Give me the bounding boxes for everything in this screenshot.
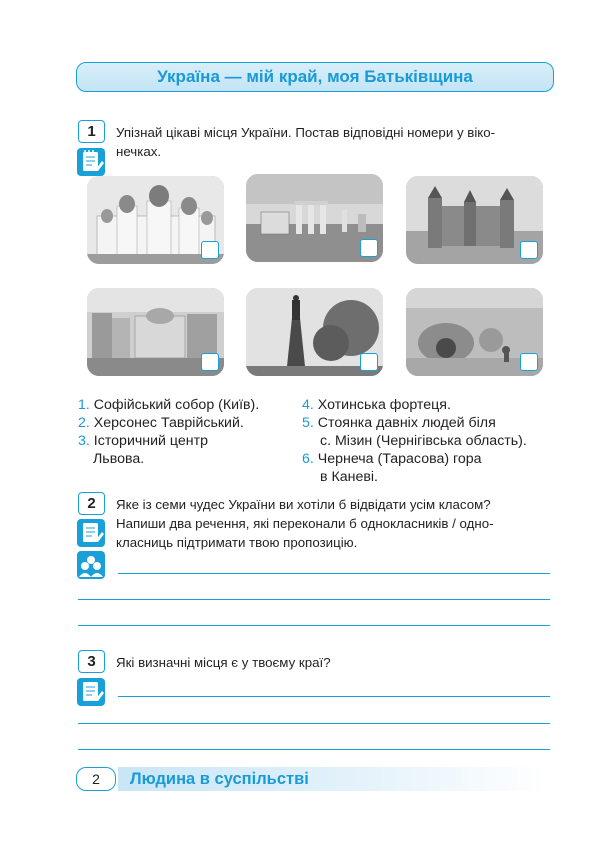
task-number-badge: 2	[78, 492, 105, 515]
answer-checkbox[interactable]	[360, 239, 378, 257]
page-number: 2	[76, 767, 116, 791]
answer-line[interactable]	[118, 696, 550, 697]
task-number-badge: 1	[78, 120, 105, 143]
list-item: 1. Софійський собор (Київ).	[78, 397, 260, 413]
mizyn-ancient-settlement-photo	[406, 288, 543, 376]
answer-line[interactable]	[78, 625, 550, 626]
places-list-left	[78, 396, 293, 468]
task3-instruction: Які визначні місця є у твоєму краї?	[116, 655, 331, 670]
task2-instruction: Яке із семи чудес України ви хотіли б відвідати усім класом? Напиши два речення, які переконали б однокласників / одно- класниць підтримати твою пропозицію.	[116, 497, 494, 550]
task-number-badge: 3	[78, 650, 105, 673]
group-discussion-icon	[76, 550, 106, 580]
answer-line[interactable]	[78, 749, 550, 750]
task1-instruction: Упізнай цікаві місця України. Постав відповідні номери у віко- нечках.	[116, 125, 496, 159]
list-item: 3. Історичний центр	[78, 433, 208, 449]
places-list-right	[302, 396, 564, 486]
list-item: 5. Стоянка давніх людей біля	[302, 415, 496, 431]
lviv-historic-center-photo	[87, 288, 224, 376]
answer-checkbox[interactable]	[360, 353, 378, 371]
notebook-pencil-icon	[76, 518, 106, 548]
section-footer	[118, 767, 548, 791]
answer-checkbox[interactable]	[201, 353, 219, 371]
list-item-continuation: в Каневі.	[320, 469, 378, 485]
chernecha-hill-monument-photo	[246, 288, 383, 376]
notebook-pencil-icon	[76, 147, 106, 177]
list-item: 4. Хотинська фортеця.	[302, 397, 451, 413]
answer-checkbox[interactable]	[520, 241, 538, 259]
chapter-title: Україна — мій край, моя Батьківщина	[157, 67, 473, 86]
answer-checkbox[interactable]	[201, 241, 219, 259]
answer-line[interactable]	[78, 599, 550, 600]
list-item: 2. Херсонес Таврійський.	[78, 415, 244, 431]
chersonesus-ruins-photo	[246, 174, 383, 262]
section-title: Людина в суспільстві	[130, 769, 309, 788]
list-item: 6. Чернеча (Тарасова) гора	[302, 451, 482, 467]
answer-line[interactable]	[118, 573, 550, 574]
answer-line[interactable]	[78, 723, 550, 724]
answer-checkbox[interactable]	[520, 353, 538, 371]
notebook-pencil-icon	[76, 677, 106, 707]
list-item-continuation: Львова.	[93, 451, 145, 467]
khotyn-fortress-photo	[406, 176, 543, 264]
sofia-cathedral-photo	[87, 176, 224, 264]
list-item-continuation: с. Мізин (Чернігівська область).	[320, 433, 527, 449]
chapter-title-banner	[76, 62, 554, 92]
